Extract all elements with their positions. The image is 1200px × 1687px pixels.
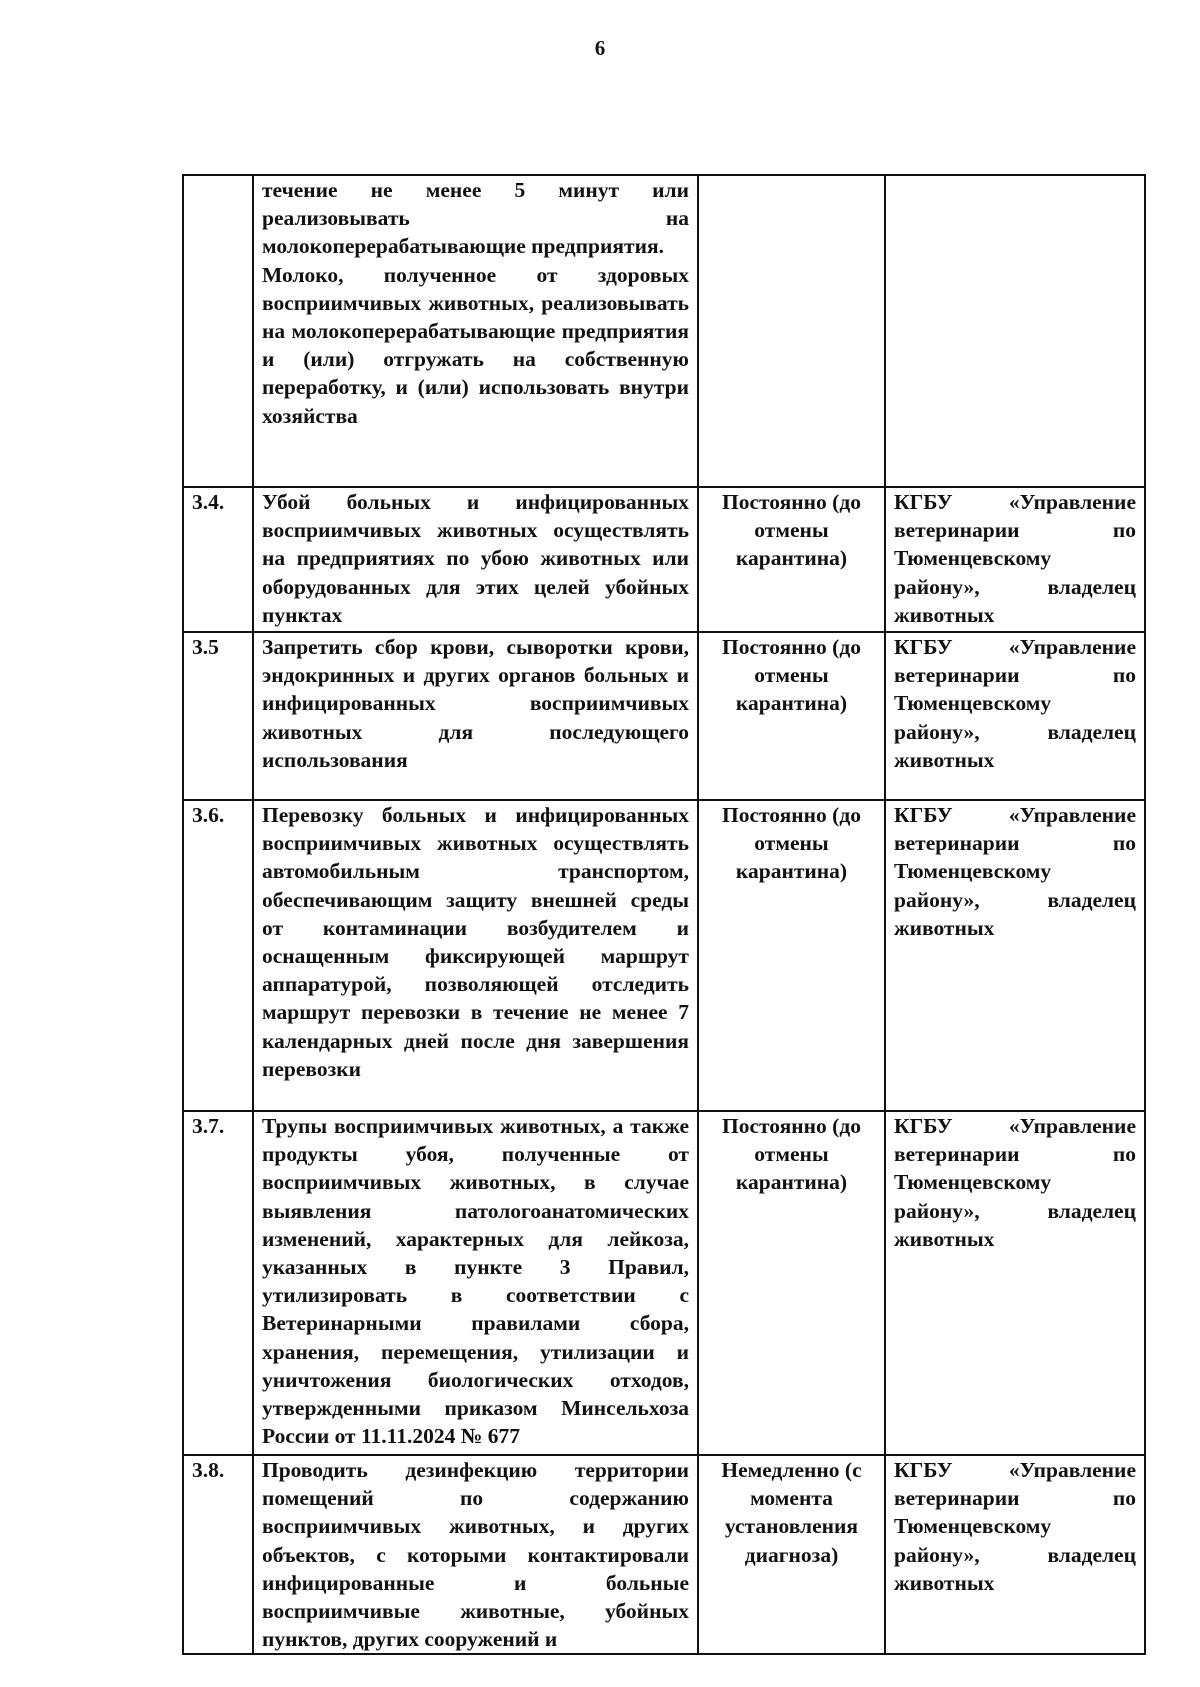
term-cell: Немедленно (с момента установления диагноза) xyxy=(698,1455,885,1654)
responsible-cell: КГБУ «Управление ветеринарии по Тюменцевскому району», владелец животных xyxy=(885,800,1145,1111)
responsible-cell: КГБУ «Управление ветеринарии по Тюменцевскому району», владелец животных xyxy=(885,1111,1145,1455)
measure-paragraph: Убой больных и инфицированных восприимчивых животных осуществлять на предприятиях по убою животных или оборудованных для этих целей убойных пунктах xyxy=(262,490,689,627)
responsible-cell: КГБУ «Управление ветеринарии по Тюменцевскому району», владелец животных xyxy=(885,487,1145,632)
term-cell: Постоянно (до отмены карантина) xyxy=(698,1111,885,1455)
measure-paragraph: Трупы восприимчивых животных, а также продукты убоя, полученные от восприимчивых животных, в случае выявления патологоанатомических изменений, характерных для лейкоза, указанных в пункте 3 Правил, утилизировать в соответствии с Ветеринарными правилами сбора, хранения, перемещения, утилизации и уничтожения биологических отходов, утвержденными приказом Минсельхоза России от 11.11.2024 № 677 xyxy=(262,1114,689,1449)
table-row xyxy=(183,487,1145,632)
measure-text xyxy=(253,632,698,800)
table-row xyxy=(183,1111,1145,1455)
measure-paragraph: Запретить сбор крови, сыворотки крови, эндокринных и других органов больных и инфицированных восприимчивых животных для последующего использования xyxy=(262,635,689,772)
measure-paragraph: Проводить дезинфекцию территории помещений по содержанию восприимчивых животных, и других объектов, с которыми контактировали инфицированные и больные восприимчивые животные, убойных пунктов, других сооружений и xyxy=(262,1458,689,1652)
row-number: 3.5 xyxy=(183,632,253,800)
measure-paragraph: Молоко, полученное от здоровых восприимчивых животных, реализовывать на молокоперерабатывающие предприятия и (или) отгружать на собственную переработку, и (или) использовать внутри хозяйства xyxy=(262,262,689,428)
measure-paragraph: Перевозку больных и инфицированных восприимчивых животных осуществлять автомобильным транспортом, обеспечивающим защиту внешней среды от контаминации возбудителем и оснащенным фиксирующей маршрут аппаратурой, позволяющей отследить маршрут перевозки в течение не менее 7 календарных дней после дня завершения перевозки xyxy=(262,803,689,1081)
table-row xyxy=(183,175,1145,487)
row-number: 3.7. xyxy=(183,1111,253,1455)
term-cell: Постоянно (до отмены карантина) xyxy=(698,632,885,800)
responsible-cell xyxy=(885,175,1145,487)
responsible-cell: КГБУ «Управление ветеринарии по Тюменцевскому району», владелец животных xyxy=(885,1455,1145,1654)
table-row xyxy=(183,1455,1145,1654)
measure-paragraph: течение не менее 5 минут или реализовывать на молокоперерабатывающие предприятия. xyxy=(262,178,689,259)
measure-text xyxy=(253,1455,698,1654)
row-number: 3.4. xyxy=(183,487,253,632)
table-row xyxy=(183,632,1145,800)
responsible-cell: КГБУ «Управление ветеринарии по Тюменцевскому району», владелец животных xyxy=(885,632,1145,800)
row-number: 3.8. xyxy=(183,1455,253,1654)
term-cell: Постоянно (до отмены карантина) xyxy=(698,800,885,1111)
table-row xyxy=(183,800,1145,1111)
measure-text xyxy=(253,1111,698,1455)
measure-text xyxy=(253,487,698,632)
measure-text xyxy=(253,800,698,1111)
row-number xyxy=(183,175,253,487)
row-number: 3.6. xyxy=(183,800,253,1111)
page-number: 6 xyxy=(594,36,606,60)
term-cell xyxy=(698,175,885,487)
measure-text xyxy=(253,175,698,487)
measures-table xyxy=(182,174,1146,1655)
term-cell: Постоянно (до отмены карантина) xyxy=(698,487,885,632)
